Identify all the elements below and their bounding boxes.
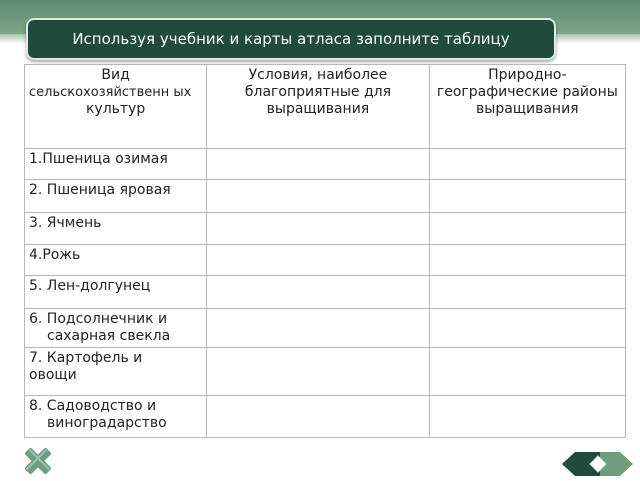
regions-cell[interactable]: [429, 180, 625, 213]
table-row: [25, 180, 626, 213]
navigation-arrows: [562, 451, 634, 477]
table-row: [25, 348, 626, 396]
conditions-cell[interactable]: [207, 180, 429, 213]
table-row: [25, 213, 626, 245]
conditions-cell[interactable]: [207, 276, 429, 309]
crop-label: 2. Пшеница яровая: [29, 182, 171, 198]
crop-cell: [25, 213, 207, 245]
crop-label: 5. Лен-долгунец: [29, 278, 151, 294]
regions-cell[interactable]: [429, 149, 625, 180]
table-header-row: [25, 65, 626, 149]
header-regions: [429, 65, 625, 149]
crop-cell: [25, 348, 207, 396]
crop-label: 6. Подсолнечник и: [29, 311, 168, 327]
conditions-cell[interactable]: [207, 396, 429, 438]
header-conditions-text: Условия, наиболее благоприятные для выращивания: [244, 67, 391, 117]
regions-cell[interactable]: [429, 309, 625, 348]
crop-label: 7. Картофель и: [29, 350, 143, 366]
crop-label: 4.Рожь: [29, 247, 81, 263]
slide-navigation: [562, 451, 634, 477]
crop-label-cont: овощи: [29, 367, 77, 383]
header-regions-text: Природно-географические районы выращивания: [436, 67, 618, 117]
crop-cell: [25, 309, 207, 348]
crop-cell: [25, 276, 207, 309]
crop-label-cont: виноградарство: [47, 415, 167, 431]
regions-cell[interactable]: [429, 276, 625, 309]
slide-title-text: Используя учебник и карты атласа заполните таблицу: [72, 29, 510, 48]
table-row: [25, 276, 626, 309]
conditions-cell[interactable]: [207, 213, 429, 245]
conditions-cell[interactable]: [207, 309, 429, 348]
table-row: [25, 149, 626, 180]
crop-label: 1.Пшеница озимая: [29, 151, 168, 167]
crop-cell: [25, 180, 207, 213]
header-conditions: [207, 65, 429, 149]
close-x-icon: [22, 446, 54, 476]
table-row: [25, 245, 626, 276]
slide-title: [26, 18, 556, 60]
close-button[interactable]: [22, 446, 54, 476]
conditions-cell[interactable]: [207, 348, 429, 396]
crop-cell: [25, 245, 207, 276]
header-crop-type-line3: культур: [85, 101, 146, 117]
crop-label: 8. Садоводство и: [29, 398, 157, 414]
header-crop-type-line2: сельскохозяйственн ых: [29, 85, 192, 100]
crop-cell: [25, 396, 207, 438]
crop-label: 3. Ячмень: [29, 215, 102, 231]
regions-cell[interactable]: [429, 245, 625, 276]
crop-cell: [25, 149, 207, 180]
regions-cell[interactable]: [429, 213, 625, 245]
crops-table: [24, 64, 626, 438]
table-row: [25, 309, 626, 348]
header-crop-type-line1: Вид: [101, 67, 130, 83]
conditions-cell[interactable]: [207, 149, 429, 180]
conditions-cell[interactable]: [207, 245, 429, 276]
crop-label-cont: сахарная свекла: [47, 328, 171, 344]
header-crop-type: [25, 65, 207, 149]
regions-cell[interactable]: [429, 396, 625, 438]
table-row: [25, 396, 626, 438]
regions-cell[interactable]: [429, 348, 625, 396]
